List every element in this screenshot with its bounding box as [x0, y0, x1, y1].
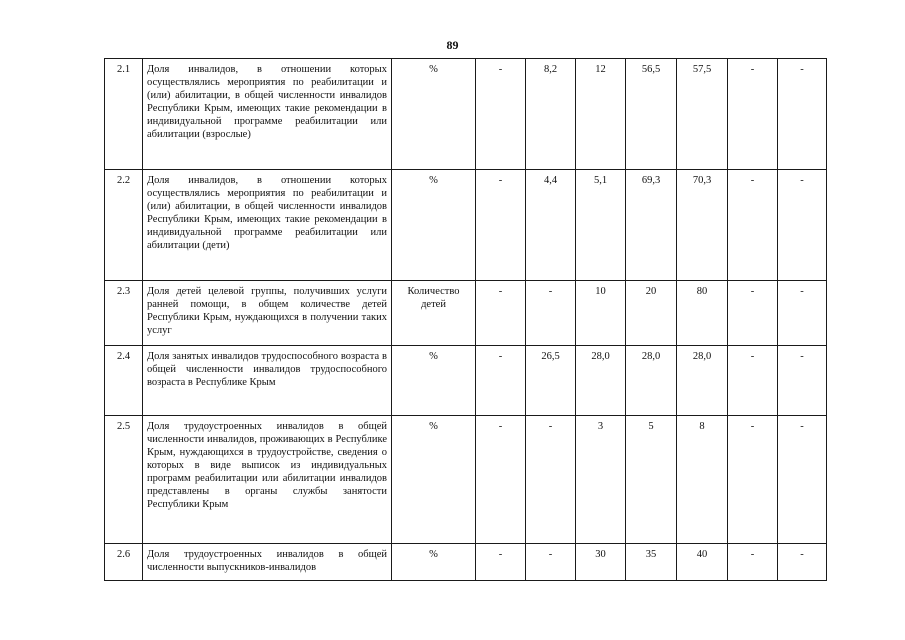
- table-row: [105, 416, 827, 544]
- value-cell: -: [526, 281, 576, 346]
- value-cell: 8: [677, 416, 728, 544]
- page-number: 89: [446, 38, 459, 52]
- value-cell: -: [476, 346, 526, 416]
- value-cell: 20: [626, 281, 677, 346]
- value-cell: -: [778, 281, 827, 346]
- value-cell: -: [526, 416, 576, 544]
- value-cell: 30: [576, 544, 626, 581]
- value-cell: 12: [576, 59, 626, 170]
- indicator-description: Доля трудоустроенных инвалидов в общей численности выпускников-инвалидов: [143, 544, 392, 581]
- unit-cell: %: [392, 59, 476, 170]
- value-cell: -: [778, 346, 827, 416]
- table-row: [105, 59, 827, 170]
- value-cell: 28,0: [626, 346, 677, 416]
- value-cell: 5: [626, 416, 677, 544]
- table-row: [105, 544, 827, 581]
- value-cell: -: [728, 346, 778, 416]
- table-row: [105, 170, 827, 281]
- value-cell: 3: [576, 416, 626, 544]
- value-cell: 4,4: [526, 170, 576, 281]
- value-cell: -: [778, 544, 827, 581]
- table-row: [105, 346, 827, 416]
- row-number: 2.1: [105, 59, 143, 170]
- row-number: 2.3: [105, 281, 143, 346]
- row-number: 2.2: [105, 170, 143, 281]
- unit-cell: %: [392, 170, 476, 281]
- value-cell: -: [728, 170, 778, 281]
- table-row: [105, 281, 827, 346]
- value-cell: -: [728, 281, 778, 346]
- value-cell: -: [778, 416, 827, 544]
- value-cell: 69,3: [626, 170, 677, 281]
- value-cell: 35: [626, 544, 677, 581]
- indicator-description: Доля трудоустроенных инвалидов в общей численности инвалидов, проживающих в Республике Крым, нуждающихся в трудоустройстве, сведения о которых в виде выписок из индивидуальных программ реабилитации или абилитации инвалидов представлены в органы службы занятости Республики Крым: [143, 416, 392, 544]
- unit-cell: Количество детей: [392, 281, 476, 346]
- value-cell: 10: [576, 281, 626, 346]
- row-number: 2.5: [105, 416, 143, 544]
- indicator-description: Доля инвалидов, в отношении которых осуществлялись мероприятия по реабилитации и (или) абилитации, в общей численности инвалидов Республики Крым, имеющих такие рекомендации в индивидуальной программе реабилитации или абилитации (дети): [143, 170, 392, 281]
- value-cell: 8,2: [526, 59, 576, 170]
- value-cell: 80: [677, 281, 728, 346]
- value-cell: -: [476, 544, 526, 581]
- value-cell: -: [476, 170, 526, 281]
- value-cell: -: [526, 544, 576, 581]
- indicators-table: [104, 58, 827, 581]
- value-cell: 28,0: [677, 346, 728, 416]
- value-cell: -: [728, 416, 778, 544]
- value-cell: 28,0: [576, 346, 626, 416]
- value-cell: -: [728, 59, 778, 170]
- unit-cell: %: [392, 346, 476, 416]
- unit-cell: %: [392, 544, 476, 581]
- value-cell: 57,5: [677, 59, 728, 170]
- indicator-description: Доля детей целевой группы, получивших услуги ранней помощи, в общем количестве детей Республики Крым, нуждающихся в получении таких услуг: [143, 281, 392, 346]
- value-cell: -: [778, 170, 827, 281]
- row-number: 2.4: [105, 346, 143, 416]
- value-cell: 70,3: [677, 170, 728, 281]
- value-cell: 56,5: [626, 59, 677, 170]
- value-cell: -: [476, 416, 526, 544]
- row-number: 2.6: [105, 544, 143, 581]
- value-cell: -: [778, 59, 827, 170]
- value-cell: 5,1: [576, 170, 626, 281]
- indicator-description: Доля занятых инвалидов трудоспособного возраста в общей численности инвалидов трудоспособного возраста в Республике Крым: [143, 346, 392, 416]
- unit-cell: %: [392, 416, 476, 544]
- value-cell: -: [476, 281, 526, 346]
- value-cell: -: [728, 544, 778, 581]
- value-cell: 26,5: [526, 346, 576, 416]
- value-cell: 40: [677, 544, 728, 581]
- value-cell: -: [476, 59, 526, 170]
- indicator-description: Доля инвалидов, в отношении которых осуществлялись мероприятия по реабилитации и (или) абилитации, в общей численности инвалидов Республики Крым, имеющих такие рекомендации в индивидуальной программе реабилитации или абилитации (взрослые): [143, 59, 392, 170]
